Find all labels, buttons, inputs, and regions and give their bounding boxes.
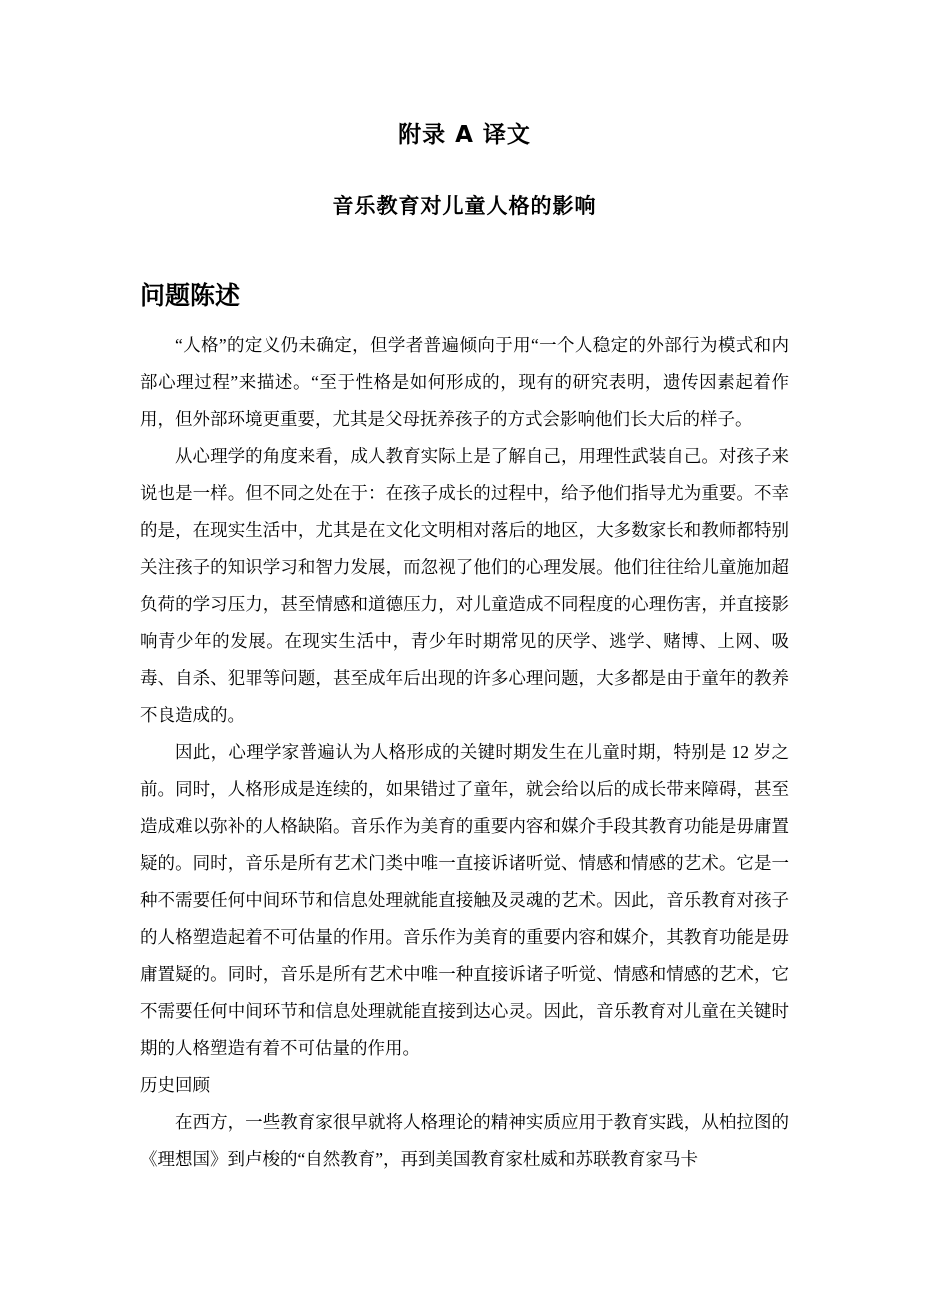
- appendix-title: 附录 A 译文: [398, 122, 531, 148]
- paragraph-psychology-perspective: 从心理学的角度来看，成人教育实际上是了解自己，用理性武装自己。对孩子来说也是一样。但不同之处在于：在孩子成长的过程中，给予他们指导尤为重要。不幸的是，在现实生活中，尤其是在文化文明相对落后的地区，大多数家长和教师都特别关注孩子的知识学习和智力发展，而忽视了他们的心理发展。他们往往给儿童施加超负荷的学习压力，甚至情感和道德压力，对儿童造成不同程度的心理伤害，并直接影响青少年的发展。在现实生活中，青少年时期常见的厌学、逃学、赌博、上网、吸毒、自杀、犯罪等问题，甚至成年后出现的许多心理问题，大多都是由于童年的教养不良造成的。: [140, 445, 789, 725]
- section-heading-problem-statement: 问题陈述: [140, 280, 241, 310]
- document-subtitle: 音乐教育对儿童人格的影响: [332, 193, 597, 218]
- body-text-block: [140, 327, 789, 1178]
- paragraph-western-educators: 在西方，一些教育家很早就将人格理论的精神实质应用于教育实践，从柏拉图的《理想国》到卢梭的“自然教育”，再到美国教育家杜威和苏联教育家马卡: [140, 1111, 789, 1169]
- paragraph-critical-period: 因此，心理学家普遍认为人格形成的关键时期发生在儿童时期，特别是 12 岁之前。同时，人格形成是连续的，如果错过了童年，就会给以后的成长带来障碍，甚至造成难以弥补的人格缺陷。音乐作为美育的重要内容和媒介手段其教育功能是毋庸置疑的。同时，音乐是所有艺术门类中唯一直接诉诸听觉、情感和情感的艺术。它是一种不需要任何中间环节和信息处理就能直接触及灵魂的艺术。因此，音乐教育对孩子的人格塑造起着不可估量的作用。音乐作为美育的重要内容和媒介，其教育功能是毋庸置疑的。同时，音乐是所有艺术中唯一种直接诉诸子听觉、情感和情感的艺术，它不需要任何中间环节和信息处理就能直接到达心灵。因此，音乐教育对儿童在关键时期的人格塑造有着不可估量的作用。: [140, 741, 789, 1058]
- subsection-heading-history-review: 历史回顾: [140, 1074, 210, 1095]
- paragraph-personality-definition: “人格”的定义仍未确定，但学者普遍倾向于用“一个人稳定的外部行为模式和内部心理过程”来描述。“至于性格是如何形成的，现有的研究表明，遗传因素起着作用，但外部环境更重要，尤其是父母抚养孩子的方式会影响他们长大后的样子。: [140, 334, 789, 429]
